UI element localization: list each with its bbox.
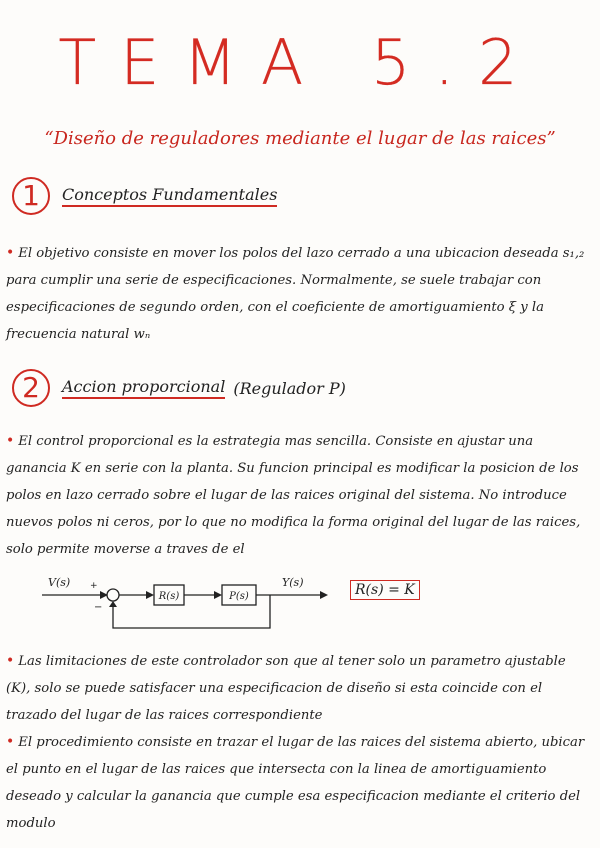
section-2-paragraph-3: [6, 729, 594, 837]
diagram-input-label: V(s): [48, 576, 71, 589]
r-block-label: R(s): [158, 591, 180, 602]
bullet-icon: •: [6, 433, 15, 449]
p-arrowhead-icon: [214, 591, 222, 599]
section-1-title: Conceptos Fundamentales: [62, 185, 277, 207]
section-1-header: [12, 176, 277, 216]
bullet-icon: •: [6, 245, 15, 261]
section-2-header: [12, 368, 346, 408]
section-2-paragraph-2: [6, 648, 594, 729]
section-2-number: 2: [12, 369, 50, 407]
bullet-icon: •: [6, 734, 15, 750]
section-1-number: 1: [12, 177, 50, 215]
section-1-paragraph: [6, 240, 594, 348]
p-block-label: P(s): [229, 591, 249, 602]
feedback-arrowhead-icon: [109, 601, 117, 607]
plus-sign: +: [90, 581, 98, 591]
bullet-icon: •: [6, 653, 15, 669]
section-2-paragraph-1-text: El control proporcional es la estrategia mas sencilla. Consiste en ajustar una ganancia K en serie con la planta. Su funcion principal es modificar la posicion de los polos en lazo cerrado sobre el lugar de las raices original del sistema. No introduce nuevos polos ni ceros, por lo que no modifica la forma original del lugar de las raices, solo permite moverse a traves de el: [6, 434, 581, 557]
summing-junction-icon: [107, 589, 119, 601]
section-2-paragraph-2-text: Las limitaciones de este controlador son que al tener solo un parametro ajustable (K), solo se puede satisfacer una especificacion de diseño si esta coincide con el trazado del lugar de las raices correspondiente: [6, 654, 566, 723]
diagram-output-label: Y(s): [282, 576, 304, 589]
section-1-paragraph-text: El objetivo consiste en mover los polos del lazo cerrado a una ubicacion deseada s₁,₂ para cumplir una serie de especificaciones. Normalmente, se suele trabajar con especificaciones de segundo orden, con el coeficiente de amortiguamiento ξ y la frecuencia natural wₙ: [6, 246, 585, 342]
output-arrowhead-icon: [320, 591, 328, 599]
r-arrowhead-icon: [146, 591, 154, 599]
page-title: TEMA 5.2: [58, 26, 542, 99]
section-2-title: Accion proporcional: [62, 377, 225, 399]
section-2-paragraph-1: [6, 428, 594, 563]
section-2-subtitle: (Regulador P): [233, 378, 346, 398]
section-2-paragraph-3-text: El procedimiento consiste en trazar el lugar de las raices del sistema abierto, ubicar el punto en el lugar de las raices que intersecta con la linea de amortiguamiento deseado y calcular la ganancia que cumple esa especificacion mediante el criterio del modulo: [6, 735, 585, 831]
regulator-equation-box: R(s) = K: [350, 580, 420, 600]
page-subtitle: “Diseño de reguladores mediante el lugar de las raices”: [44, 128, 556, 149]
minus-sign: −: [94, 602, 103, 613]
